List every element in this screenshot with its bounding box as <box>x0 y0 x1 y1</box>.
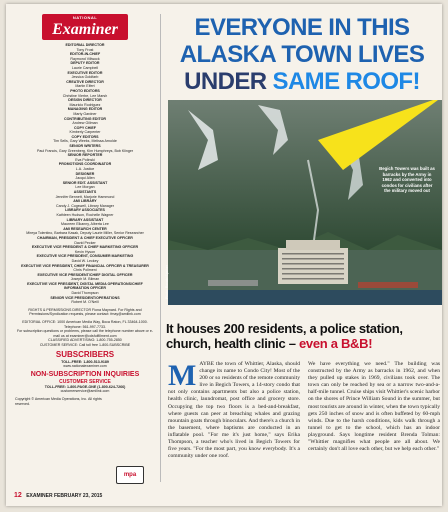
credit-name: Tim Sells, Gary Weeks, Melissa Arnolde <box>53 139 117 144</box>
staff-credit <box>15 98 155 107</box>
staff-credits <box>15 43 155 305</box>
credit-role: EXECUTIVE VICE PRESIDENT & CHIEF MARKETING OFFICER <box>31 245 139 250</box>
credit-name: Raymond Villwock <box>70 56 100 61</box>
credit-role: DESIGNER <box>75 171 95 176</box>
staff-credit <box>15 245 155 254</box>
staff-credit <box>15 227 155 236</box>
staff-credit <box>15 172 155 181</box>
subscribers-phone: TOLL-FREE: 1-800-513-9189 <box>61 359 109 364</box>
staff-credit <box>15 117 155 126</box>
article-text-2: We have everything we need." The building was constructed by the Army as barracks in 1962, and when they pulled up stakes in 1969, civilians took over. The town can only be reached by sea or a narrow two-and-a-half-mile tunnel. Cruise ships visit Whittier's scenic harbor on the shores of Prince William Sound in the summer, but most tourists are around in winter, when the town typically gets 250 inches of snow and is often buffeted by 60-mph winds. Due to the harsh conditions, kids walk through a tunnel to get to the school, which has an indoor playground. Says longtime resident Brenda Tolman: "Whittier magnifies what people are all about. We certainly don't all love each other, but we help each other." <box>308 361 440 453</box>
credit-role: EXECUTIVE VICE PRESIDENT/CHIEF DIGITAL OFFICER <box>37 272 133 277</box>
staff-credit <box>15 236 155 245</box>
credit-role: SENIOR VICE PRESIDENT/OPERATIONS <box>50 295 120 300</box>
credit-name: Robert M. O'Neill <box>71 300 99 305</box>
credit-name: Mireya Tolentino, Barbara Kasak, Deputy Laurie Miller, Senior Researcher <box>26 231 144 236</box>
examiner-logo <box>42 14 128 40</box>
staff-credit <box>15 208 155 217</box>
photo-caption: Begich Towers was built as barracks by the Army in 1962 and converted into condos for civilians after the military moved out <box>379 166 435 194</box>
credit-role: ASSISTANTS <box>73 190 97 194</box>
photo-credit: Photo: Ronald Spicher <box>165 265 169 299</box>
staff-credit <box>15 218 155 227</box>
staff-credit <box>15 199 155 208</box>
staff-credit <box>15 254 155 263</box>
credit-name: Mauricio Rodriguez <box>69 102 101 107</box>
credit-name: Joseph M. Bilman <box>70 277 100 282</box>
staff-credit <box>15 296 155 305</box>
credit-role: EXECUTIVE VICE PRESIDENT, DIGITAL MEDIA OPERATIONS/CHIEF INFORMATION OFFICER <box>27 281 143 291</box>
credit-role: EXECUTIVE VICE PRESIDENT, CHIEF FINANCIAL OFFICER & TREASURER <box>21 263 149 268</box>
cs-phone: TOLL-FREE: 1-800-PAGE-ONE (1-800-624-7266) <box>44 384 126 389</box>
staff-credit <box>15 190 155 199</box>
credit-role: PROMOTIONS COORDINATOR <box>58 162 112 167</box>
credit-role: COPY CHIEF <box>74 125 96 130</box>
credit-name: Eva Polinski <box>75 157 95 162</box>
subscribers-heading: SUBSCRIBERS <box>55 349 115 359</box>
cs-email: customerservice@amilink.com <box>60 389 110 394</box>
staff-credit <box>15 153 155 162</box>
staff-credit <box>15 144 155 153</box>
credit-role: LIBRARY ASSISTANT <box>66 217 104 222</box>
page-number: 12 <box>14 492 22 499</box>
staff-credit <box>15 71 155 80</box>
column-divider <box>160 14 161 482</box>
customer-service-line: CUSTOMER SERVICE: Call toll free 1-800-SUBSCRIBE <box>39 343 131 347</box>
headline-line-3: UNDER SAME ROOF! <box>184 68 420 95</box>
credit-name: Kathleen Hudson, Rochelle Wagner <box>56 212 114 217</box>
mpa-logo: mpa <box>116 466 144 484</box>
credit-role: MANAGING EDITOR <box>67 107 103 112</box>
credit-role: EXECUTIVE VICE PRESIDENT, CONSUMER MARKETING <box>36 254 134 259</box>
staff-credit <box>15 107 155 116</box>
article-text-1: AYBE the town of Whittier, Alaska, should change its name to Condo City! Most of the 200 or so residents of the remote community live in Begich Towers, a 14-story condo that not only contains apartments but also a police station, health clinic, laundromat, post office and grocery store. Occupying the top two floors is a bed-and-breakfast, where guests can peer at breaching whales and grazing mountain goats through binoculars. And there's a church in the basement, where baptisms are conducted in an inflatable pool. "For me it's just home," says Erika Thompson, a teacher who's lived in Begich Towers for five years. "For the most part, you know everybody. It's a community under one roof. <box>168 361 300 460</box>
editorial-office: EDITORIAL OFFICE: 1000 American Media Way, Boca Raton, FL 33464-1000. Telephone: 561-997-7733. <box>22 320 148 329</box>
credit-role: DEPUTY EDITOR <box>70 61 100 66</box>
staff-credit <box>15 282 155 296</box>
credit-role: AMI RESEARCH CENTER <box>63 226 107 231</box>
staff-credit <box>15 89 155 98</box>
begich-towers-photo <box>165 100 442 305</box>
staff-credit <box>15 52 155 61</box>
credit-role: EXECUTIVE EDITOR <box>67 70 103 75</box>
headline-line-2: ALASKA TOWN LIVES <box>179 41 425 68</box>
drop-cap: M <box>168 359 197 392</box>
credit-role: SENIOR WRITERS <box>69 144 101 149</box>
subscription-note: For subscription questions or problems, please call the telephone number above or e-mail us at examiner@cdsfulfillment.com <box>16 329 154 338</box>
credit-name: David W. Leckey <box>71 258 99 263</box>
credit-role: DESIGN DIRECTOR <box>68 98 102 103</box>
credit-role: CHAIRMAN, PRESIDENT & CHIEF EXECUTIVE OFFICER <box>37 235 133 240</box>
credit-name: Kimberly Carpenter <box>69 130 101 135</box>
article-column-1 <box>168 361 300 460</box>
staff-credit <box>15 61 155 70</box>
credit-name: Christine Vierbe, Lee Marsh <box>62 93 108 98</box>
staff-credit <box>15 264 155 273</box>
credit-name: Jacqui Allen <box>75 176 95 181</box>
mountain-town-illustration <box>168 100 442 305</box>
subscribers-web: www.nationalexaminer.com <box>63 364 107 369</box>
staff-credit <box>15 80 155 89</box>
staff-credit <box>15 135 155 144</box>
credit-role: CONTRIBUTING EDITOR <box>63 116 107 121</box>
credit-role: EDITORIAL DIRECTOR <box>65 43 105 47</box>
credit-name: Jessica Goldfarb <box>71 75 99 80</box>
credit-name: Paul Francis, Gary Greenberg, Kim Humphreys, Bob Klinger <box>36 148 134 153</box>
article-column-2 <box>308 361 440 453</box>
subheadline: It houses 200 residents, a police station, church, health clinic – even a B&B! <box>166 321 403 351</box>
credit-role: CREATIVE DIRECTOR <box>66 79 104 84</box>
staff-credit <box>15 162 155 171</box>
credit-role: SENIOR REPORTER <box>67 153 103 158</box>
credit-name: Martin Elfert <box>75 84 95 89</box>
credit-name: David Thompson <box>71 291 99 296</box>
credit-name: Jennifer Bennett, Marjorie Hammond <box>55 194 115 199</box>
copyright: Copyright © American Media Operations, Inc. All rights reserved. <box>15 396 102 406</box>
credit-role: SENIOR EDIT. ASSISTANT <box>62 180 108 185</box>
credit-name: Tony Frost <box>76 47 94 52</box>
credit-name: Andrew Gillman <box>72 121 98 126</box>
credit-name: Marty Gardner <box>73 111 97 116</box>
credit-role: PHOTO EDITORS <box>70 88 100 93</box>
credit-name: Candy J. Cogswell, Library Manager <box>56 203 114 208</box>
credit-role: EDITOR-IN-CHIEF <box>69 52 101 57</box>
customer-service-label: CUSTOMER SERVICE <box>59 378 111 385</box>
credit-name: L.A. Justice <box>75 167 95 172</box>
magazine-page <box>6 4 442 506</box>
masthead-column <box>15 14 155 489</box>
staff-credit <box>15 181 155 190</box>
logo-kicker: NATIONAL <box>72 15 98 20</box>
credit-name: Lee Morgan <box>75 185 95 190</box>
credit-name: Chris Polimeni <box>73 268 97 273</box>
credit-role: COPY EDITORS <box>71 134 99 139</box>
issue-date: EXAMINER FEBRUARY 23, 2015 <box>26 493 103 499</box>
credit-role: AMI LIBRARY <box>73 199 97 204</box>
credit-role: LIBRARY ASSOCIATES <box>65 208 105 213</box>
headline <box>166 14 438 100</box>
logo-name: Examiner <box>52 21 118 38</box>
staff-credit <box>15 126 155 135</box>
staff-credit <box>15 43 155 52</box>
staff-credit <box>15 273 155 282</box>
page-footer <box>14 492 102 499</box>
credit-name: Kevin Hyson <box>74 249 96 254</box>
credit-name: Laurie Campbell <box>71 65 99 70</box>
nsi-heading: NON-SUBSCRIPTION INQUIRIES <box>30 370 140 378</box>
rights-text: RIGHTS & PERMISSIONS DIRECTOR Fiona Maynard. For Rights and Permissions/Syndication requests, please contact: fmay@amilink.com <box>28 307 142 317</box>
credit-name: Maureen Elkanny, Alberta Lee <box>61 222 109 227</box>
credit-name: David Pecker <box>74 240 96 245</box>
headline-line-1: EVERYONE IN THIS <box>194 14 410 41</box>
classified-ads: CLASSIFIED ADVERTISING: 1-800-755-2850 <box>48 338 122 343</box>
